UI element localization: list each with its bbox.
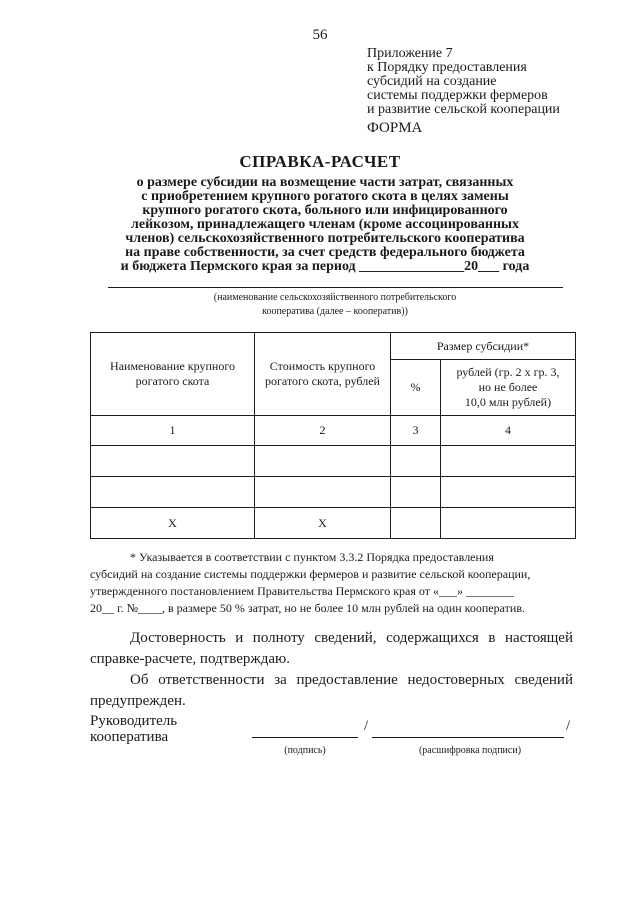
signature-line[interactable] xyxy=(252,737,358,738)
cooperative-name-caption xyxy=(150,291,520,319)
statement-paragraph: Об ответственности за предоставление недостоверных сведений предупрежден. xyxy=(90,672,573,709)
header-rubles-line: 10,0 млн рублей) xyxy=(464,395,552,409)
slash-separator: / xyxy=(566,718,571,734)
column-number: 3 xyxy=(391,416,441,446)
appendix-line: субсидий на создание xyxy=(367,74,497,89)
table-total-row xyxy=(91,508,576,539)
appendix-line: Приложение 7 xyxy=(367,46,453,61)
footnote-line: субсидий на создание системы поддержки фермеров и развитие сельской кооперации, xyxy=(90,567,531,581)
column-number: 4 xyxy=(441,416,576,446)
form-label: ФОРМА xyxy=(367,120,423,136)
table-cell: Х xyxy=(255,508,391,539)
footnote xyxy=(90,549,572,617)
subtitle-line: лейкозом, принадлежащего членам (кроме ассоциированных xyxy=(131,217,519,232)
certification-statement xyxy=(90,628,573,712)
table-cell[interactable] xyxy=(91,477,255,508)
table-cell[interactable] xyxy=(255,477,391,508)
signer-line: кооператива xyxy=(90,729,169,745)
subtitle-line: с приобретением крупного рогатого скота в целях замены xyxy=(141,189,509,204)
table-cell[interactable] xyxy=(441,446,576,477)
table-cell[interactable] xyxy=(441,508,576,539)
table-cell[interactable] xyxy=(91,446,255,477)
column-number: 1 xyxy=(91,416,255,446)
header-cattle-name: Наименование крупного рогатого скота xyxy=(91,333,255,416)
footnote-line: утвержденного постановлением Правительства Пермского края от «___» ________ xyxy=(90,584,514,598)
header-percent: % xyxy=(391,360,441,416)
cooperative-name-line[interactable] xyxy=(108,287,563,288)
appendix-line: к Порядку предоставления xyxy=(367,60,527,75)
table-header-row xyxy=(91,333,576,360)
table-cell[interactable] xyxy=(255,446,391,477)
page-number: 56 xyxy=(312,27,328,43)
table-cell: Х xyxy=(91,508,255,539)
footnote-line: 20__ г. №____, в размере 50 % затрат, но не более 10 млн рублей на один кооператив. xyxy=(90,601,525,615)
signature-decoding-caption: (расшифровка подписи) xyxy=(418,745,522,756)
header-subsidy-size: Размер субсидии* xyxy=(391,333,576,360)
signer-label xyxy=(90,713,177,745)
footnote-line: * Указывается в соответствии с пунктом 3.3.2 Порядка предоставления xyxy=(130,550,494,564)
subtitle-line: крупного рогатого скота, больного или инфицированного xyxy=(142,203,508,218)
subtitle-line: на праве собственности, за счет средств федерального бюджета xyxy=(125,245,525,260)
column-number-row xyxy=(91,416,576,446)
table-row xyxy=(91,477,576,508)
caption-line: кооператива (далее – кооператив)) xyxy=(262,306,408,317)
subtitle-line: членов) сельскохозяйственного потребительского кооператива xyxy=(125,231,525,246)
signature-decoding-line[interactable] xyxy=(372,737,564,738)
appendix-note xyxy=(367,47,560,117)
header-cattle-cost: Стоимость крупного рогатого скота, рублей xyxy=(255,333,391,416)
document-title: СПРАВКА-РАСЧЕТ xyxy=(239,152,401,171)
table-row xyxy=(91,446,576,477)
calculation-table xyxy=(90,332,576,539)
table-cell[interactable] xyxy=(441,477,576,508)
header-rubles-line: рублей (гр. 2 х гр. 3, xyxy=(456,365,560,379)
caption-line: (наименование сельскохозяйственного потребительского xyxy=(213,292,457,303)
table-cell[interactable] xyxy=(391,446,441,477)
header-rubles-line: но не более xyxy=(478,380,538,394)
appendix-line: системы поддержки фермеров xyxy=(367,88,548,103)
table-cell[interactable] xyxy=(391,477,441,508)
signer-line: Руководитель xyxy=(90,713,178,729)
statement-paragraph: Достоверность и полноту сведений, содержащихся в настоящей справке-расчете, подтверждаю. xyxy=(90,630,573,667)
column-number: 2 xyxy=(255,416,391,446)
appendix-line: и развитие сельской кооперации xyxy=(367,102,560,117)
signature-caption: (подпись) xyxy=(284,745,326,756)
slash-separator: / xyxy=(364,718,369,734)
subtitle-line: о размере субсидии на возмещение части затрат, связанных xyxy=(136,175,514,190)
document-subtitle xyxy=(90,176,560,274)
subtitle-line: и бюджета Пермского края за период _______________20___ года xyxy=(120,259,530,274)
table-cell[interactable] xyxy=(391,508,441,539)
header-rubles xyxy=(441,360,576,416)
